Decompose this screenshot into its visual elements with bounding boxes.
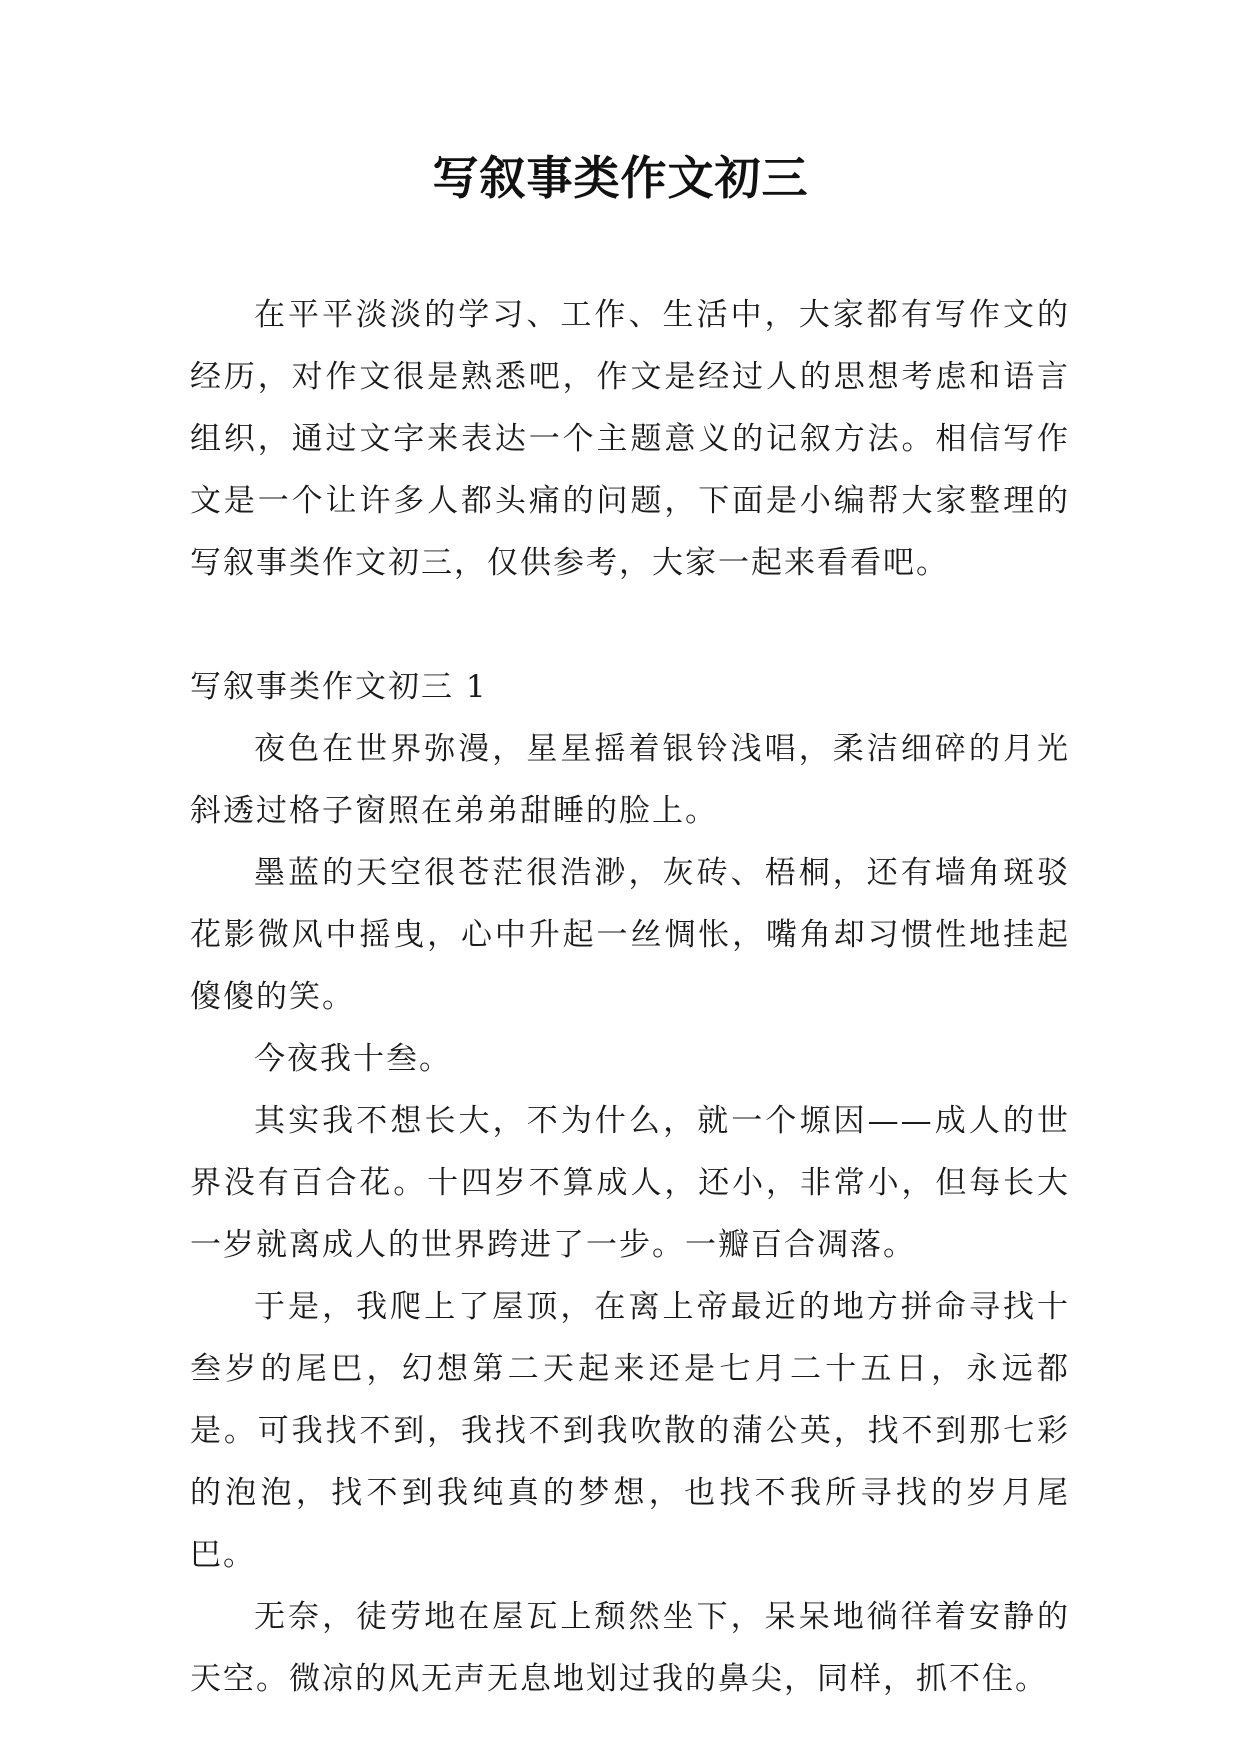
intro-paragraph: 在平平淡淡的学习、工作、生活中，大家都有写作文的经历，对作文很是熟悉吧，作文是经过人的思想考虑和语言组织，通过文字来表达一个主题意义的记叙方法。相信写作文是一个让许多人都头痛的问题，下面是小编帮大家整理的写叙事类作文初三，仅供参考，大家一起来看看吧。 xyxy=(190,297,1070,581)
body-paragraph: 无奈，徒劳地在屋瓦上颓然坐下，呆呆地徜徉着安静的天空。微凉的风无声无息地划过我的鼻尖，同样，抓不住。 xyxy=(190,1599,1070,1697)
body-paragraph: 夜色在世界弥漫，星星摇着银铃浅唱，柔洁细碎的月光斜透过格子窗照在弟弟甜睡的脸上。 xyxy=(190,731,1070,829)
body-paragraph: 其实我不想长大，不为什么，就一个塬因——成人的世界没有百合花。十四岁不算成人，还小，非常小，但每长大一岁就离成人的世界跨进了一步。一瓣百合凋落。 xyxy=(190,1103,1070,1263)
body-paragraph: 于是，我爬上了屋顶，在离上帝最近的地方拼命寻找十叁岁的尾巴，幻想第二天起来还是七月二十五日，永远都是。可我找不到，我找不到我吹散的蒲公英，找不到那七彩的泡泡，找不到我纯真的梦想，也找不我所寻找的岁月尾巴。 xyxy=(190,1289,1070,1573)
document-title: 写叙事类作文初三 xyxy=(432,151,809,205)
body-paragraph: 墨蓝的天空很苍茫很浩渺，灰砖、梧桐，还有墙角斑驳花影微风中摇曳，心中升起一丝惆怅，嘴角却习惯性地挂起傻傻的笑。 xyxy=(190,855,1070,1015)
document-body xyxy=(190,284,1070,1710)
section-heading: 写叙事类作文初三 1 xyxy=(190,669,488,705)
body-paragraph: 今夜我十叁。 xyxy=(254,1041,452,1077)
